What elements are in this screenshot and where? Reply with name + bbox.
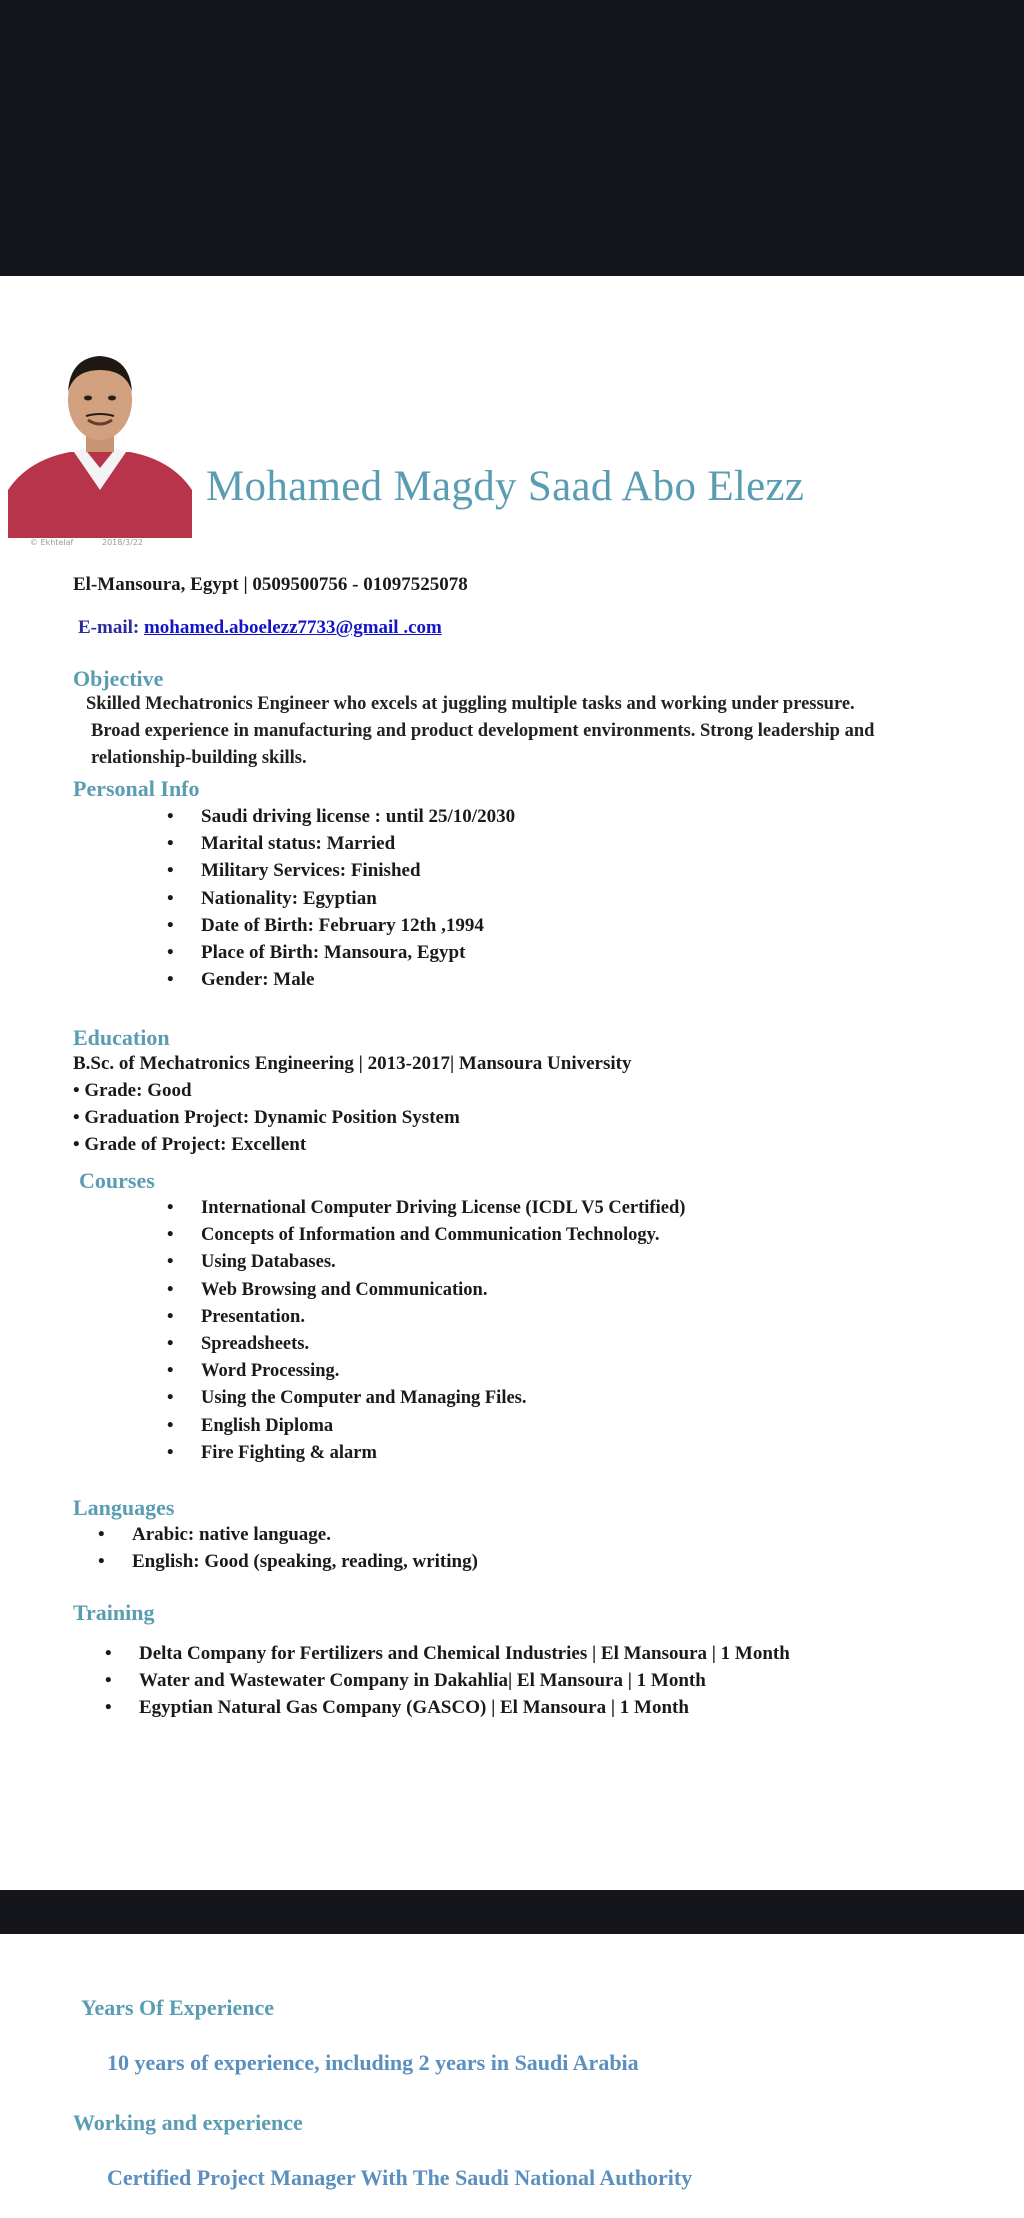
languages-heading: Languages xyxy=(73,1495,175,1520)
working-experience-heading: Working and experience xyxy=(73,2110,303,2135)
list-item: • Saudi driving license : until 25/10/2030 xyxy=(201,803,515,830)
years-experience-heading: Years Of Experience xyxy=(81,1995,275,2020)
list-item: • Gender: Male xyxy=(201,966,515,993)
objective-line-3: relationship-building skills. xyxy=(91,748,307,768)
photo-caption xyxy=(8,538,192,552)
list-item: • Place of Birth: Mansoura, Egypt xyxy=(201,939,515,966)
photo-caption-right: 2018/3/22 xyxy=(102,538,144,547)
list-item: • International Computer Driving License (ICDL V5 Certified) xyxy=(201,1195,685,1222)
list-item: • Using the Computer and Managing Files. xyxy=(201,1385,685,1412)
objective-line-1: Skilled Mechatronics Engineer who excels at juggling multiple tasks and working under pressure. xyxy=(86,694,855,714)
email-line xyxy=(78,617,442,639)
education-project-grade: • Grade of Project: Excellent xyxy=(73,1134,307,1155)
list-item: • Word Processing. xyxy=(201,1358,685,1385)
list-item: • Delta Company for Fertilizers and Chemical Industries | El Mansoura | 1 Month xyxy=(139,1640,790,1667)
email-label: E-mail: xyxy=(78,617,140,638)
years-experience-text: 10 years of experience, including 2 years in Saudi Arabia xyxy=(107,2050,639,2075)
personal-info-list xyxy=(201,803,515,993)
personal-info-heading: Personal Info xyxy=(73,776,200,801)
list-item: • Date of Birth: February 12th ,1994 xyxy=(201,912,515,939)
photo-caption-left: © Ekhtelaf xyxy=(30,538,74,547)
list-item: • Using Databases. xyxy=(201,1249,685,1276)
email-link[interactable]: mohamed.aboelezz7733@gmail .com xyxy=(143,617,442,638)
list-item: • English: Good (speaking, reading, writing) xyxy=(132,1548,478,1575)
contact-line: El-Mansoura, Egypt | 0509500756 - 01097525078 xyxy=(73,574,468,595)
list-item: • Presentation. xyxy=(201,1304,685,1331)
training-list xyxy=(139,1640,790,1722)
list-item: • Egyptian Natural Gas Company (GASCO) | El Mansoura | 1 Month xyxy=(139,1694,790,1721)
education-degree: B.Sc. of Mechatronics Engineering | 2013-2017| Mansoura University xyxy=(73,1053,632,1074)
list-item: • Water and Wastewater Company in Dakahlia| El Mansoura | 1 Month xyxy=(139,1667,790,1694)
objective-line-2: Broad experience in manufacturing and product development environments. Strong leadership and xyxy=(91,721,875,741)
middle-dark-band xyxy=(0,1890,1024,1934)
list-item: • English Diploma xyxy=(201,1413,685,1440)
list-item: • Web Browsing and Communication. xyxy=(201,1277,685,1304)
profile-photo xyxy=(8,340,192,538)
objective-heading: Objective xyxy=(73,666,164,691)
list-item: • Marital status: Married xyxy=(201,830,515,857)
top-dark-band xyxy=(0,0,1024,276)
list-item: • Concepts of Information and Communication Technology. xyxy=(201,1222,685,1249)
education-project: • Graduation Project: Dynamic Position System xyxy=(73,1107,460,1128)
list-item: • Military Services: Finished xyxy=(201,857,515,884)
working-experience-text: Certified Project Manager With The Saudi National Authority xyxy=(107,2165,693,2190)
list-item: • Fire Fighting & alarm xyxy=(201,1440,685,1467)
list-item: • Arabic: native language. xyxy=(132,1521,478,1548)
education-grade: • Grade: Good xyxy=(73,1080,192,1101)
languages-list xyxy=(132,1521,478,1575)
courses-list xyxy=(201,1195,685,1467)
list-item: • Nationality: Egyptian xyxy=(201,885,515,912)
full-name: Mohamed Magdy Saad Abo Elezz xyxy=(206,463,805,510)
training-heading: Training xyxy=(73,1600,155,1625)
list-item: • Spreadsheets. xyxy=(201,1331,685,1358)
education-heading: Education xyxy=(73,1025,170,1050)
courses-heading: Courses xyxy=(79,1168,155,1193)
